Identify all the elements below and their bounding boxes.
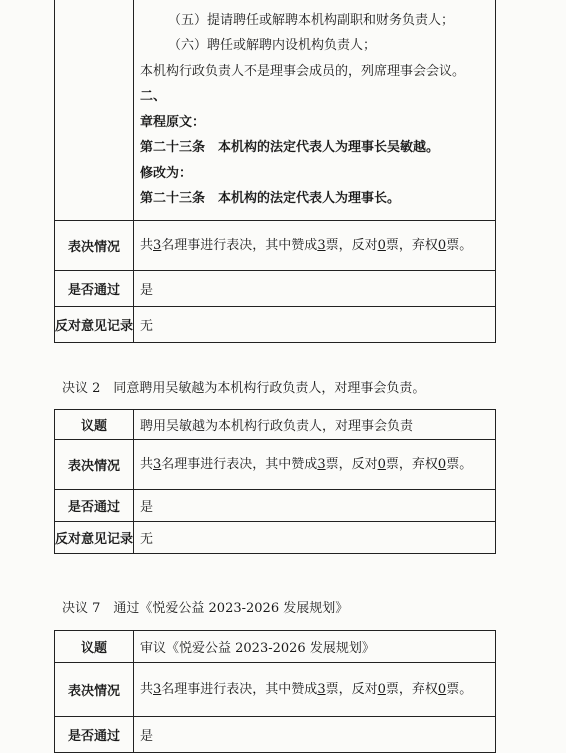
abstain-count: 0 — [437, 456, 447, 472]
for-count: 3 — [317, 237, 326, 253]
topic-value: 聘用吴敏越为本机构行政负责人，对理事会负责 — [134, 410, 496, 440]
vote-cell: 共3名理事进行表决，其中赞成3票，反对0票，弃权0票。 — [134, 221, 496, 271]
text-line: （五）提请聘任或解聘本机构副职和财务负责人； — [168, 12, 455, 28]
text-line: （六）聘任或解聘内设机构负责人； — [168, 38, 377, 53]
topic-label: 议题 — [55, 631, 134, 663]
resolution-7-heading: 决议 7 通过《悦爱公益 2023-2026 发展规划》 — [62, 601, 349, 616]
against-count: 0 — [377, 237, 386, 253]
directors-count: 3 — [153, 681, 162, 697]
against-count: 0 — [377, 456, 386, 472]
empty-label-cell — [55, 0, 134, 221]
vote-cell: 共3名理事进行表决，其中赞成3票，反对0票，弃权0票。 — [134, 663, 496, 717]
for-count: 3 — [317, 681, 326, 697]
against-count: 0 — [377, 681, 386, 697]
abstain-count: 0 — [437, 237, 447, 253]
topic-label: 议题 — [55, 410, 134, 440]
text-line: 修改为： — [140, 165, 193, 181]
text-line: 二、 — [140, 89, 167, 104]
text-line: 第二十三条 本机构的法定代表人为理事长吴敏越。 — [140, 140, 440, 155]
text-line: 章程原文： — [140, 114, 206, 130]
vote-label: 表决情况 — [55, 221, 134, 271]
resolution-2-heading: 决议 2 同意聘用吴敏越为本机构行政负责人，对理事会负责。 — [62, 381, 426, 396]
resolution-7-table — [54, 630, 496, 753]
vote-label: 表决情况 — [55, 440, 134, 490]
directors-count: 3 — [153, 456, 162, 472]
abstain-count: 0 — [437, 681, 447, 697]
resolution-1-table — [54, 0, 496, 343]
passed-value: 是 — [134, 490, 496, 522]
passed-label: 是否通过 — [55, 490, 134, 522]
dissent-label: 反对意见记录 — [55, 307, 134, 343]
topic-value: 审议《悦爱公益 2023-2026 发展规划》 — [134, 631, 496, 663]
text-line: 第二十三条 本机构的法定代表人为理事长。 — [140, 191, 401, 206]
passed-label: 是否通过 — [55, 271, 134, 307]
for-count: 3 — [317, 456, 326, 472]
text-line: 本机构行政负责人不是理事会成员的，列席理事会会议。 — [140, 63, 466, 79]
passed-value: 是 — [134, 271, 496, 307]
passed-label: 是否通过 — [55, 717, 134, 753]
passed-value: 是 — [134, 717, 496, 753]
dissent-value: 无 — [134, 307, 496, 343]
vote-cell: 共3名理事进行表决，其中赞成3票，反对0票，弃权0票。 — [134, 440, 496, 490]
directors-count: 3 — [153, 237, 162, 253]
resolution-2-table — [54, 409, 496, 554]
vote-label: 表决情况 — [55, 663, 134, 717]
dissent-value: 无 — [134, 522, 496, 554]
continuation-cell — [134, 0, 496, 221]
dissent-label: 反对意见记录 — [55, 522, 134, 554]
